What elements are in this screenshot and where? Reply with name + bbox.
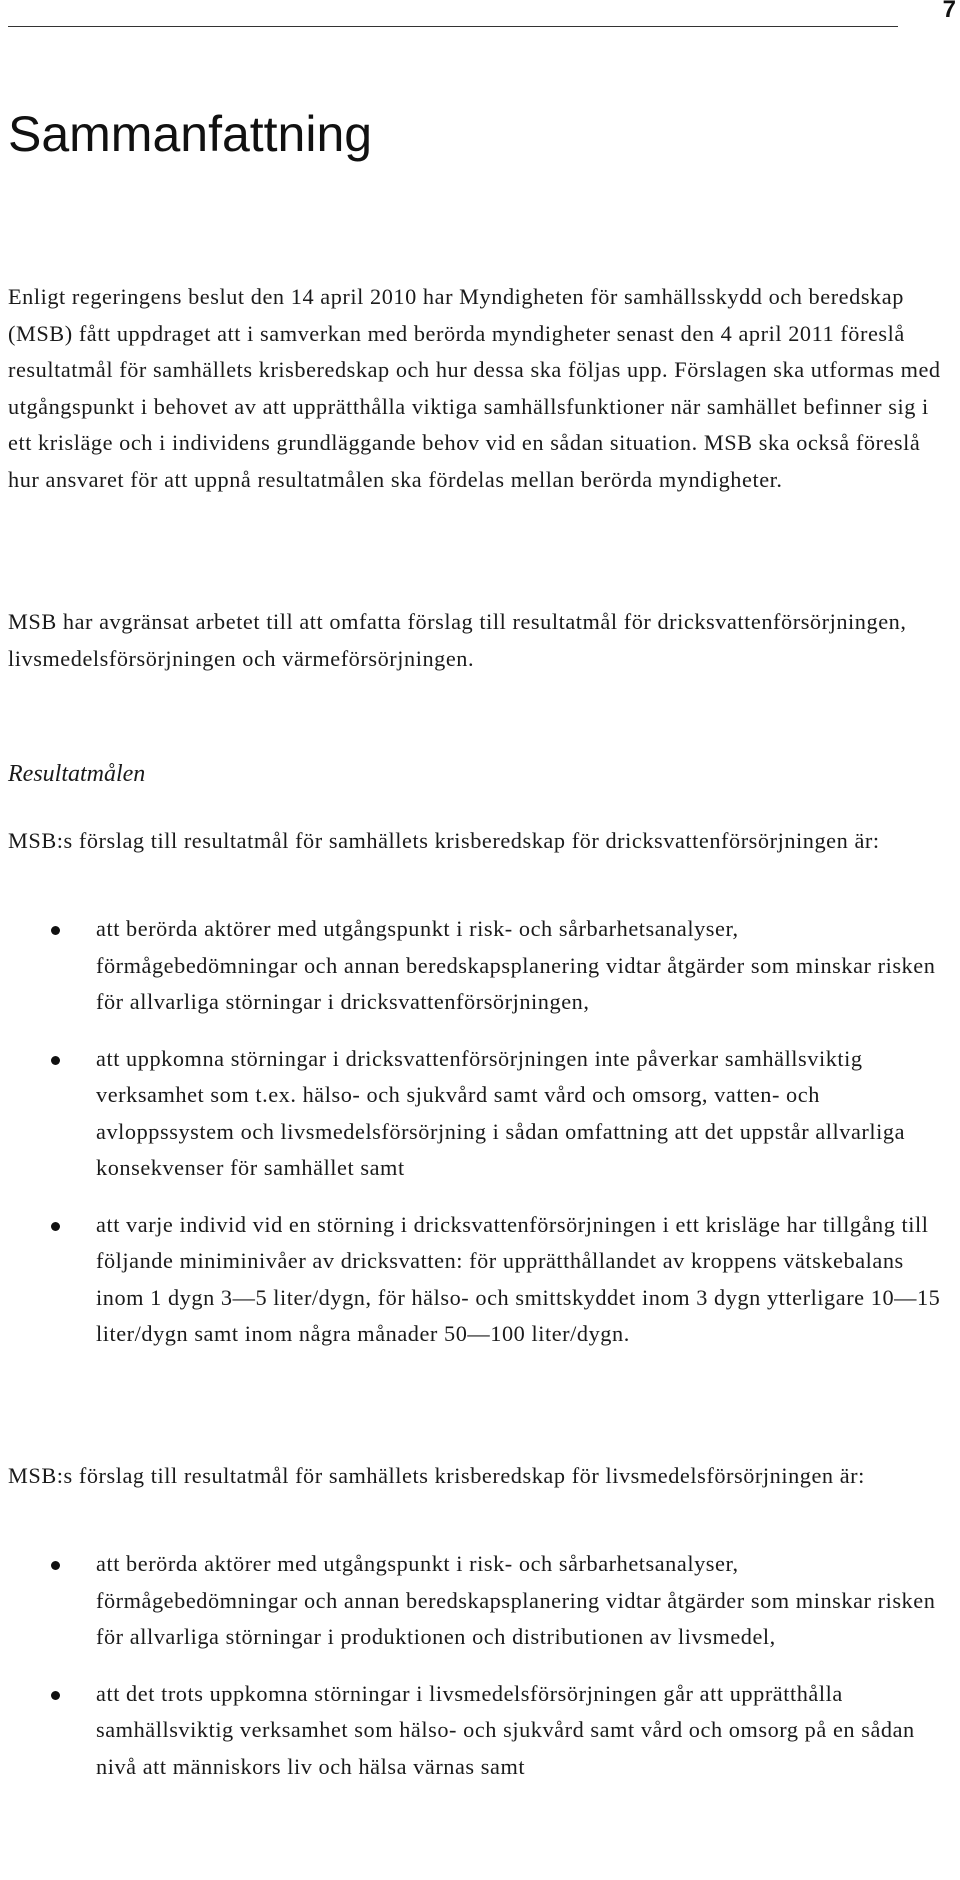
bullet-icon [51, 1691, 60, 1700]
drinking-water-lead: MSB:s förslag till resultatmål för samhällets krisberedskap för dricksvattenförsörjningen är: [8, 828, 880, 853]
intro-paragraph: Enligt regeringens beslut den 14 april 2010 har Myndigheten för samhällsskydd och beredskap (MSB) fått uppdraget att i samverkan med berörda myndigheter senast den 4 april 2011 föreslå resultatmål för samhällets krisberedskap och hur dessa ska följas upp. Förslagen ska utformas med utgångspunkt i behovet av att upprätthålla viktiga samhällsfunktioner när samhället befinner sig i ett krisläge och i individens grundläggande behov vid en sådan situation. MSB ska också föreslå hur ansvaret för att uppnå resultatmålen ska fördelas mellan berörda myndigheter. [8, 284, 941, 492]
drinking-water-goals-list [8, 911, 946, 1373]
list-item-text: att berörda aktörer med utgångspunkt i risk- och sårbarhetsanalyser, förmågebedömningar och annan beredskapsplanering vidtar åtgärder som minskar risken för allvarliga störningar i produktionen och distributionen av livsmedel, [96, 1551, 936, 1649]
list-item [8, 1546, 946, 1656]
section-heading: Resultatmålen [8, 761, 146, 787]
list-item [8, 911, 946, 1021]
food-supply-lead: MSB:s förslag till resultatmål för samhällets krisberedskap för livsmedelsförsörjningen är: [8, 1463, 865, 1488]
scope-paragraph: MSB har avgränsat arbetet till att omfatta förslag till resultatmål för dricksvattenförsörjningen, livsmedelsförsörjningen och värmeförsörjningen. [8, 609, 907, 671]
bullet-icon [51, 1056, 60, 1065]
list-item-text: att berörda aktörer med utgångspunkt i risk- och sårbarhetsanalyser, förmågebedömningar och annan beredskapsplanering vidtar åtgärder som minskar risken för allvarliga störningar i dricksvattenförsörjningen, [96, 916, 936, 1014]
list-item [8, 1207, 946, 1353]
page-header [0, 0, 960, 32]
bullet-icon [51, 1222, 60, 1231]
food-supply-goals-list [8, 1546, 946, 1805]
list-item [8, 1676, 946, 1786]
bullet-icon [51, 926, 60, 935]
header-rule [8, 26, 898, 27]
list-item-text: att det trots uppkomna störningar i livsmedelsförsörjningen går att upprätthålla samhällsviktig verksamhet som hälso- och sjukvård samt vård och omsorg på en sådan nivå att människors liv och hälsa värnas samt [96, 1680, 915, 1779]
list-item-text: att varje individ vid en störning i dricksvattenförsörjningen i ett krisläge har tillgång till följande miniminivåer av dricksvatten: för upprätthållandet av kroppens vätskebalans inom 1 dygn 3—5 liter/dygn, för hälso- och smittskyddet inom 3 dygn ytterligare 10—15 liter/dygn samt inom några månader 50—100 liter/dygn. [96, 1211, 941, 1346]
list-item [8, 1041, 946, 1187]
bullet-icon [51, 1561, 60, 1570]
page-number: 7 [937, 0, 956, 24]
page-title: Sammanfattning [8, 106, 373, 162]
list-item-text: att uppkomna störningar i dricksvattenförsörjningen inte påverkar samhällsviktig verksamhet som t.ex. hälso- och sjukvård samt vård och omsorg, vatten- och avloppssystem och livsmedelsförsörjning i sådan omfattning att det uppstår allvarliga konsekvenser för samhället samt [96, 1045, 906, 1180]
